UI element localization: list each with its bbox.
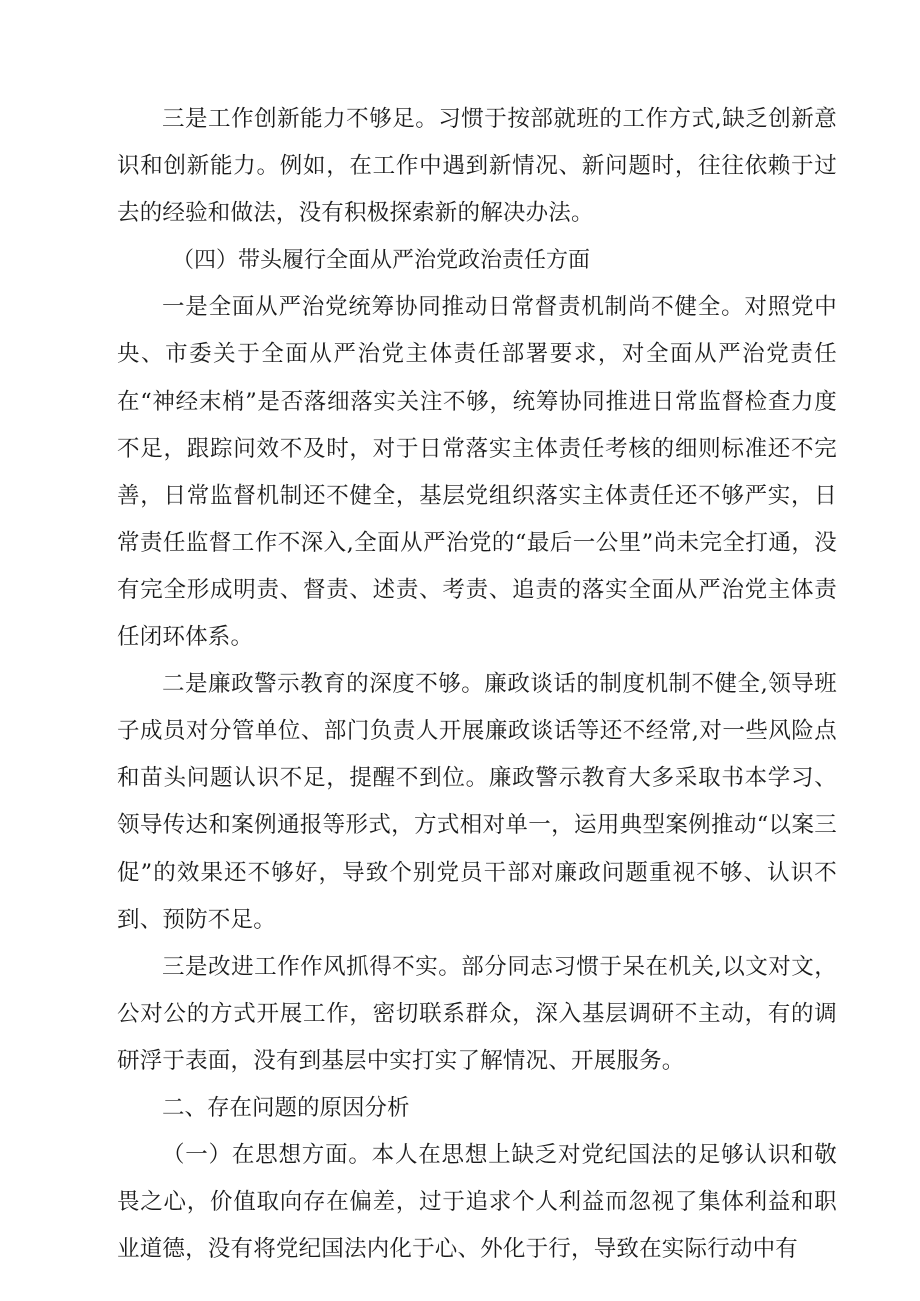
document-page — [117, 96, 837, 1273]
paragraph-warning-education: 二是廉政警示教育的深度不够。廉政谈话的制度机制不健全,领导班子成员对分管单位、部门负责人开展廉政谈话等还不经常,对一些风险点和苗头问题认识不足，提醒不到位。廉政警示教育大多采取书本学习、领导传达和案例通报等形式，方式相对单一，运用典型案例推动“以案三促”的效果还不够好，导致个别党员干部对廉政问题重视不够、认识不到、预防不足。 — [117, 671, 837, 933]
paragraph-ideology: （一）在思想方面。本人在思想上缺乏对党纪国法的足够认识和敬畏之心，价值取向存在偏差，过于追求个人利益而忽视了集体利益和职业道德，没有将党纪国法内化于心、外化于行，导致在实际行动中有 — [117, 1142, 837, 1263]
section-heading-2: 二、存在问题的原因分析 — [162, 1094, 410, 1121]
section-heading-4: （四）带头履行全面从严治党政治责任方面 — [172, 248, 591, 274]
paragraph-innovation: 三是工作创新能力不够足。习惯于按部就班的工作方式,缺乏创新意识和创新能力。例如，在工作中遇到新情况、新问题时，往往依赖于过去的经验和做法，没有积极探索新的解决办法。 — [117, 106, 837, 227]
paragraph-supervision: 一是全面从严治党统筹协同推动日常督责机制尚不健全。对照党中央、市委关于全面从严治党主体责任部署要求，对全面从严治党责任在“神经末梢”是否落细落实关注不够，统筹协同推进日常监督检查力度不足，跟踪问效不及时，对于日常落实主体责任考核的细则标准还不完善，日常监督机制还不健全，基层党组织落实主体责任还不够严实，日常责任监督工作不深入,全面从严治党的“最后一公里”尚未完全打通，没有完全形成明责、督责、述责、考责、追责的落实全面从严治党主体责任闭环体系。 — [117, 294, 837, 651]
paragraph-work-style: 三是改进工作作风抓得不实。部分同志习惯于呆在机关,以文对文，公对公的方式开展工作，密切联系群众，深入基层调研不主动，有的调研浮于表面，没有到基层中实打实了解情况、开展服务。 — [117, 953, 837, 1074]
